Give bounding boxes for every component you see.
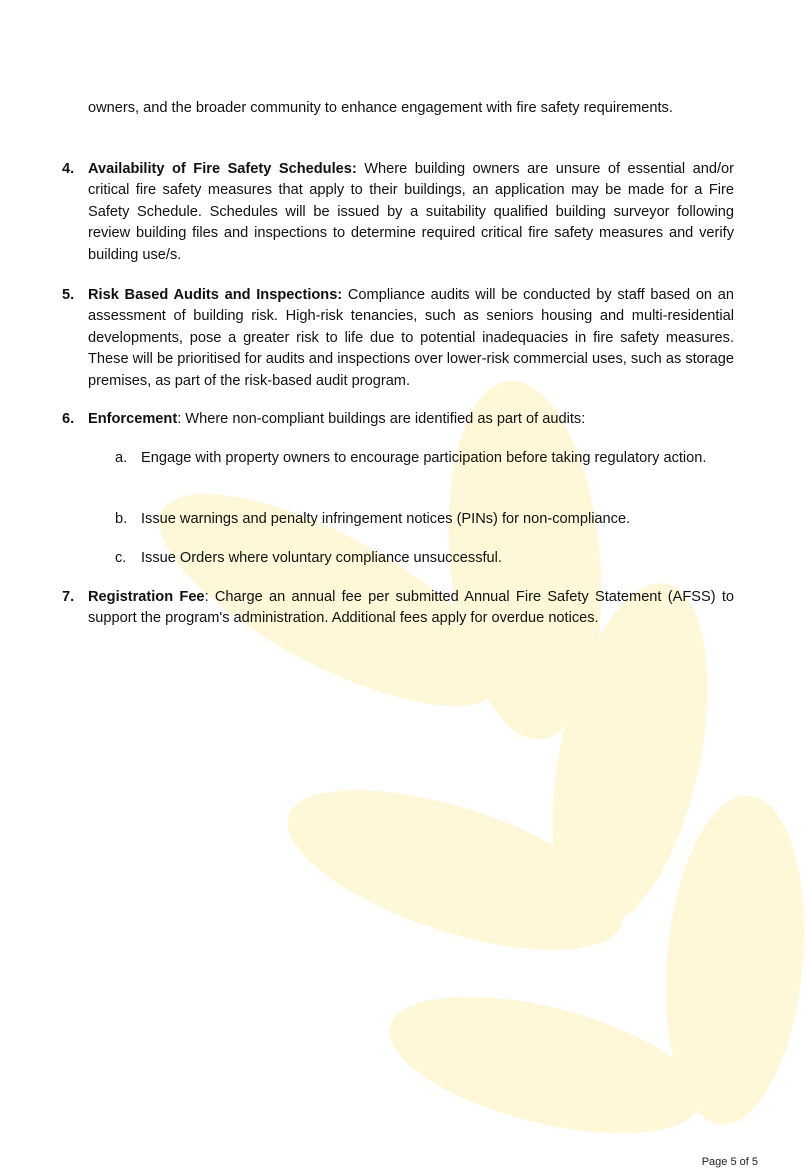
sub-item-letter: c. [115,550,127,566]
sub-item-letter: b. [115,511,128,527]
sub-item-text: Issue Orders where voluntary compliance unsuccessful. [141,550,502,566]
list-item-7 [62,587,734,630]
item-number: 4. [62,161,75,177]
item-text: : Where non-compliant buildings are identified as part of audits: [177,411,586,427]
continuation-paragraph: owners, and the broader community to enhance engagement with fire safety requirements. [88,100,673,116]
item-number: 7. [62,589,75,605]
item-heading: Enforcement [88,411,178,427]
list-item-4 [62,159,734,266]
item-body [88,587,734,630]
item-heading: Risk Based Audits and Inspections: [88,287,343,303]
sub-item-letter: a. [115,450,128,466]
list-item-6 [62,409,734,430]
list-item-5 [62,285,734,392]
sub-item-text: Engage with property owners to encourage participation before taking regulatory action. [141,450,707,466]
item-text: : Charge an annual fee per submitted Annual Fire Safety Statement (AFSS) to support the program's administration. Additional fees apply for overdue notices. [88,589,735,627]
leaf-shape [376,970,715,1160]
item-heading: Registration Fee [88,589,205,605]
item-text: Where building owners are unsure of essential and/or critical fire safety measures that apply to their buildings, an application may be made for a Fire Safety Schedule. Schedules will be issued by a suitability qualified building surveyor following review building files and inspections to determine required critical fire safety measures and verify building use/s. [88,161,735,263]
item-heading: Availability of Fire Safety Schedules: [88,161,357,177]
sub-item-c [115,548,734,569]
item-number: 6. [62,411,75,427]
item-text: Compliance audits will be conducted by staff based on an assessment of building risk. High-risk tenancies, such as seniors housing and multi-residential developments, pose a greater risk to life due to potential inadequacies in fire safety measures. These will be prioritised for audits and inspections over lower-risk commercial uses, such as storage premises, as part of the risk-based audit program. [88,287,734,389]
item-body [88,409,734,430]
sub-item-a [115,448,734,469]
item-body [88,159,734,266]
sub-item-b [115,509,734,530]
sub-item-text: Issue warnings and penalty infringement notices (PINs) for non-compliance. [141,511,631,527]
item-number: 5. [62,287,75,303]
item-body [88,285,734,392]
page-number: Page 5 of 5 [701,1156,758,1168]
